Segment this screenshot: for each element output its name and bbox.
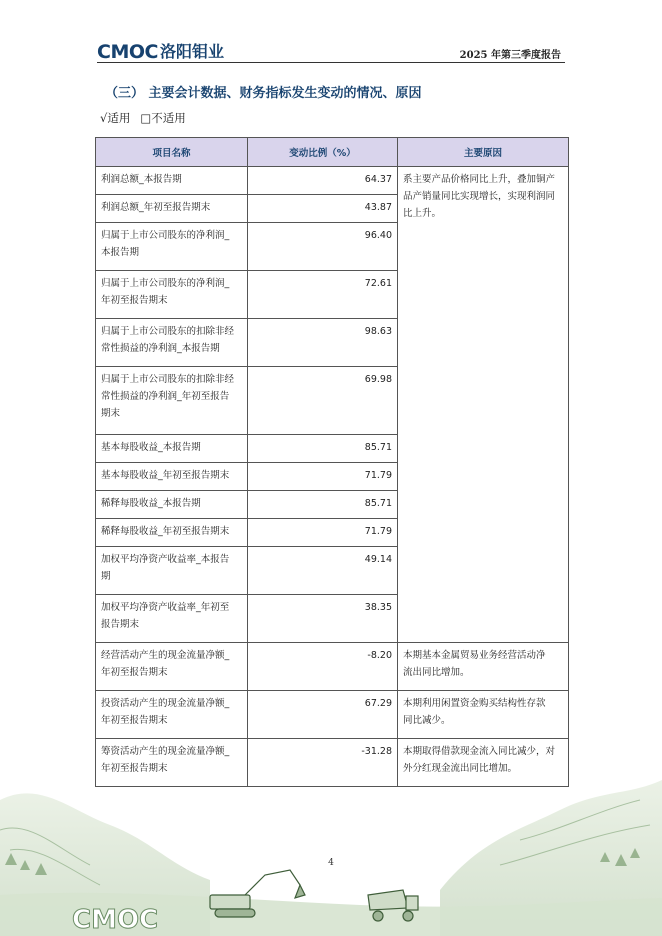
item-name-line: 常性损益的净利润_本报告期	[101, 343, 220, 354]
report-title: 2025 年第三季度报告	[459, 50, 561, 61]
header-item-name: 项目名称	[96, 138, 248, 167]
item-name-cell	[96, 547, 248, 595]
change-ratio-cell: 85.71	[248, 491, 398, 519]
item-name-line: 本报告期	[101, 247, 140, 258]
item-name-cell	[96, 367, 248, 435]
item-name-line: 年初至报告期末	[101, 763, 168, 774]
item-name-line: 归属于上市公司股东的扣除非经	[101, 374, 235, 385]
item-name-cell	[96, 463, 248, 491]
table-header-row	[96, 138, 569, 167]
change-ratio-cell: 38.35	[248, 595, 398, 643]
change-ratio-cell: 69.98	[248, 367, 398, 435]
item-name-cell	[96, 223, 248, 271]
item-name-line: 筹资活动产生的现金流量净额_	[101, 746, 230, 757]
item-name-cell	[96, 491, 248, 519]
change-ratio-cell: -31.28	[248, 739, 398, 787]
item-name-cell	[96, 691, 248, 739]
item-name-line: 归属于上市公司股东的净利润_	[101, 230, 230, 241]
item-name-cell	[96, 271, 248, 319]
change-ratio-cell: 49.14	[248, 547, 398, 595]
main-reason-line: 同比减少。	[403, 715, 451, 726]
main-reason-line: 本期取得借款现金流入同比减少，对	[403, 746, 556, 757]
item-name-cell	[96, 195, 248, 223]
item-name-line: 加权平均净资产收益率_本报告	[101, 554, 230, 565]
main-reason-line: 本期利用闲置资金购买结构性存款	[403, 698, 546, 709]
financial-indicator-changes-table	[95, 137, 569, 787]
item-name-cell	[96, 595, 248, 643]
header-change-ratio: 变动比例（%）	[248, 138, 398, 167]
item-name-line: 经营活动产生的现金流量净额_	[101, 650, 230, 661]
item-name-line: 利润总额_本报告期	[101, 174, 182, 185]
table-row	[96, 167, 569, 195]
item-name-line: 基本每股收益_年初至报告期末	[101, 470, 230, 481]
change-ratio-cell: 96.40	[248, 223, 398, 271]
main-reason-line: 比上升。	[403, 208, 442, 219]
applicability-options	[100, 110, 186, 126]
item-name-line: 年初至报告期末	[101, 715, 168, 726]
item-name-line: 报告期末	[101, 619, 140, 630]
item-name-cell	[96, 435, 248, 463]
logo-latin-text: CMOC	[97, 41, 158, 63]
main-reason-cell-investing	[398, 691, 569, 739]
item-name-line: 利润总额_年初至报告期末	[101, 202, 211, 213]
item-name-cell	[96, 167, 248, 195]
change-ratio-cell: 67.29	[248, 691, 398, 739]
change-ratio-cell: 98.63	[248, 319, 398, 367]
change-ratio-cell: 64.37	[248, 167, 398, 195]
item-name-line: 期末	[101, 408, 121, 419]
main-reason-cell-operating	[398, 643, 569, 691]
table-row	[96, 691, 569, 739]
company-logo	[97, 40, 224, 62]
footer-watermark-logo: CMOC	[72, 905, 159, 935]
applicable-checkmark: √	[100, 111, 108, 125]
page-header	[97, 40, 565, 63]
main-reason-line: 品产销量同比实现增长，实现利润同	[403, 191, 556, 202]
item-name-line: 基本每股收益_本报告期	[101, 442, 201, 453]
item-name-line: 归属于上市公司股东的扣除非经	[101, 326, 235, 337]
item-name-line: 期	[101, 571, 111, 582]
change-ratio-cell: 43.87	[248, 195, 398, 223]
header-main-reason: 主要原因	[398, 138, 569, 167]
item-name-line: 加权平均净资产收益率_年初至	[101, 602, 230, 613]
mining-landscape-illustration	[0, 770, 662, 936]
not-applicable-checkbox-icon: □	[140, 111, 152, 125]
change-ratio-cell: 85.71	[248, 435, 398, 463]
item-name-line: 稀释每股收益_年初至报告期末	[101, 526, 230, 537]
item-name-line: 投资活动产生的现金流量净额_	[101, 698, 230, 709]
table-row	[96, 643, 569, 691]
item-name-line: 归属于上市公司股东的净利润_	[101, 278, 230, 289]
main-reason-cell-profit	[398, 167, 569, 643]
main-reason-line: 本期基本金属贸易业务经营活动净	[403, 650, 546, 661]
item-name-cell	[96, 319, 248, 367]
item-name-line: 年初至报告期末	[101, 295, 168, 306]
not-applicable-label: 不适用	[151, 111, 186, 125]
main-reason-line: 系主要产品价格同比上升，叠加铜产	[403, 174, 556, 185]
change-ratio-cell: 71.79	[248, 519, 398, 547]
item-name-cell	[96, 643, 248, 691]
item-name-cell	[96, 519, 248, 547]
main-reason-line: 流出同比增加。	[403, 667, 470, 678]
item-name-line: 稀释每股收益_本报告期	[101, 498, 201, 509]
page-number: 4	[328, 858, 334, 868]
applicable-label: 适用	[107, 111, 131, 125]
item-name-line: 年初至报告期末	[101, 667, 168, 678]
logo-chinese-text: 洛阳钼业	[159, 42, 224, 61]
change-ratio-cell: 72.61	[248, 271, 398, 319]
change-ratio-cell: 71.79	[248, 463, 398, 491]
main-reason-line: 外分红现金流出同比增加。	[403, 763, 518, 774]
section-title: （三） 主要会计数据、财务指标发生变动的情况、原因	[105, 86, 422, 101]
item-name-line: 常性损益的净利润_年初至报告	[101, 391, 230, 402]
change-ratio-cell: -8.20	[248, 643, 398, 691]
